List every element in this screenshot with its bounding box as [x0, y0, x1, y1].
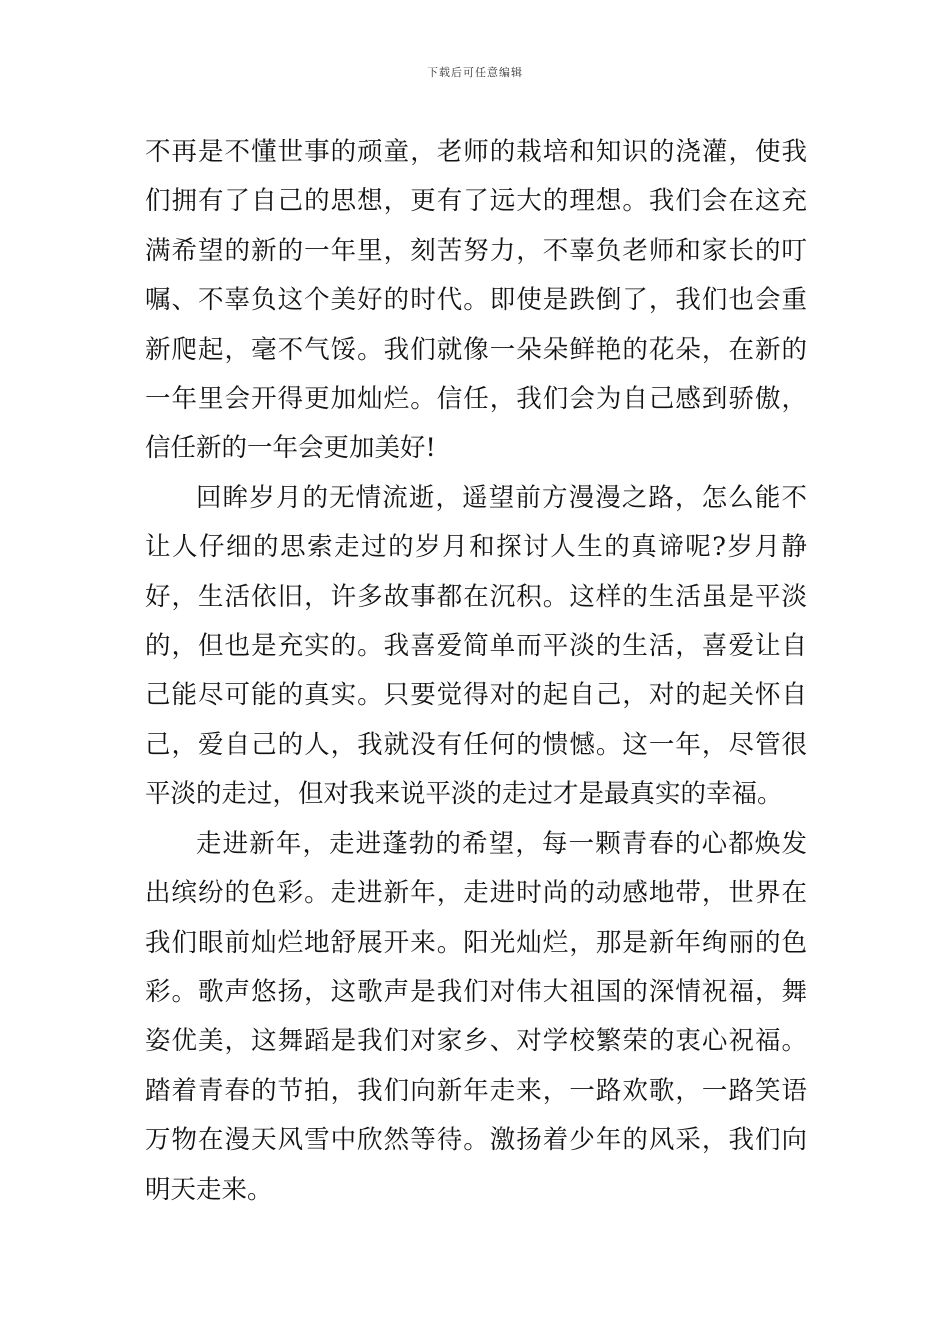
- header-note: 下载后可任意编辑: [427, 66, 523, 79]
- paragraph-new-year: 走进新年，走进蓬勃的希望，每一颗青春的心都焕发出缤纷的色彩。走进新年，走进时尚的动感地带，世界在我们眼前灿烂地舒展开来。阳光灿烂，那是新年绚丽的色彩。歌声悠扬，这歌声是我们对伟大祖国的深情祝福，舞姿优美，这舞蹈是我们对家乡、对学校繁荣的衷心祝福。踏着青春的节拍，我们向新年走来，一路欢歌，一路笑语万物在漫天风雪中欣然等待。激扬着少年的风采，我们向明天走来。: [145, 828, 807, 1205]
- paragraph-reflection: 回眸岁月的无情流逝，遥望前方漫漫之路，怎么能不让人仔细的思索走过的岁月和探讨人生的真谛呢?岁月静好，生活依旧，许多故事都在沉积。这样的生活虽是平淡的，但也是充实的。我喜爱简单而平淡的生活，喜爱让自己能尽可能的真实。只要觉得对的起自己，对的起关怀自己，爱自己的人，我就没有任何的愦憾。这一年，尽管很平淡的走过，但对我来说平淡的走过才是最真实的幸福。: [145, 482, 807, 810]
- document-body: [145, 128, 807, 1215]
- paragraph-continuation: 不再是不懂世事的顽童，老师的栽培和知识的浇灌，使我们拥有了自己的思想，更有了远大的理想。我们会在这充满希望的新的一年里，刻苦努力，不辜负老师和家长的叮嘱、不辜负这个美好的时代。即使是跌倒了，我们也会重新爬起，毫不气馁。我们就像一朵朵鲜艳的花朵，在新的一年里会开得更加灿烂。信任，我们会为自己感到骄傲，信任新的一年会更加美好!: [145, 137, 807, 464]
